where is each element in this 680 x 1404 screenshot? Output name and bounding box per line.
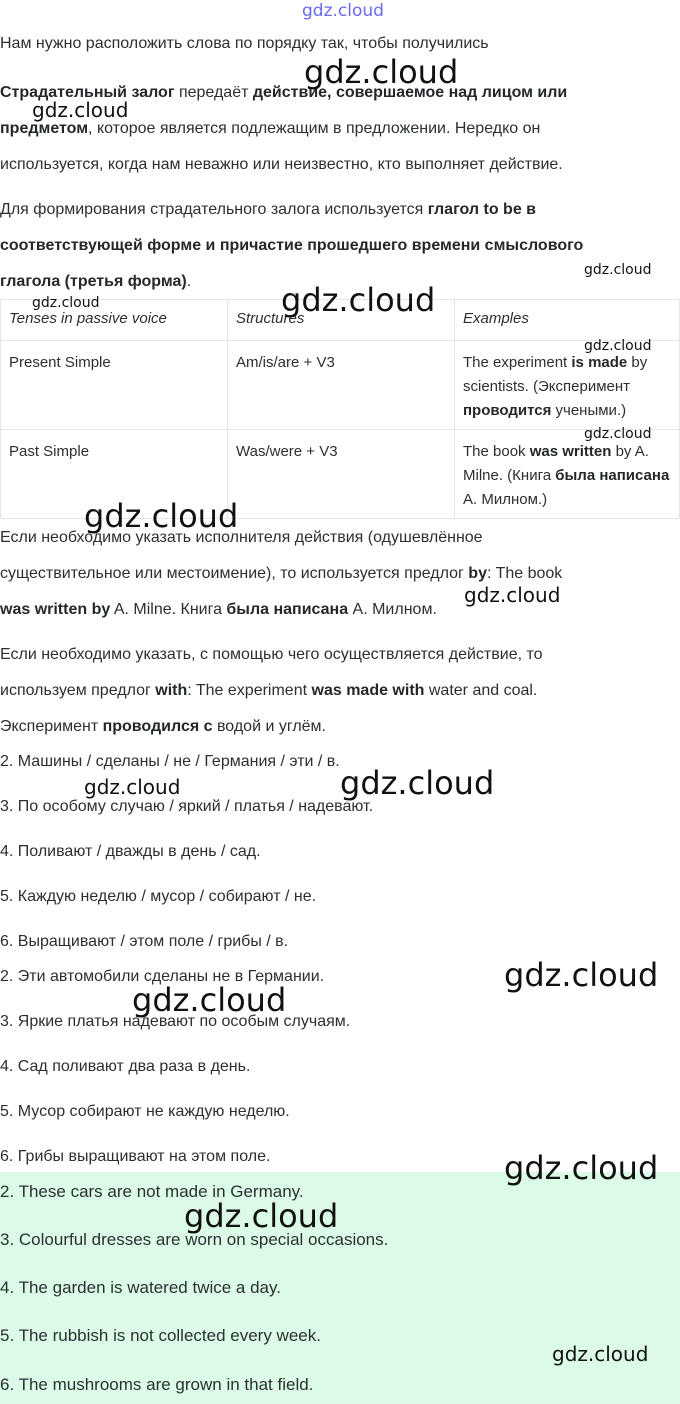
- table-row: [1, 341, 680, 430]
- watermark: gdz.cloud: [32, 295, 100, 311]
- task-item: 3. По особому случаю / яркий / платья / надевают.: [0, 798, 374, 815]
- cell-tense: Present Simple: [1, 341, 228, 430]
- task-item: 2. Машины / сделаны / не / Германия / эти / в.: [0, 753, 340, 770]
- rule3-line2: существительное или местоимение), то используется предлог by: The book: [0, 565, 563, 582]
- rule3-line1: Если необходимо указать исполнителя действия (одушевлённое: [0, 529, 483, 546]
- rule4-line2: используем предлог with: The experiment was made with water and coal.: [0, 682, 538, 699]
- rule3-line3: was written by A. Milne. Книга была написана А. Милном.: [0, 601, 437, 618]
- watermark: gdz.cloud: [304, 53, 459, 91]
- cell-tense: Past Simple: [1, 430, 228, 519]
- translation-item: 2. Эти автомобили сделаны не в Германии.: [0, 968, 325, 985]
- passive-voice-table: [0, 299, 680, 519]
- watermark: gdz.cloud: [504, 1149, 659, 1187]
- watermark: gdz.cloud: [464, 583, 561, 607]
- rule2-line1: Для формирования страдательного залога используется глагол to be в: [0, 201, 536, 218]
- rule2-line2: соответствующей форме и причастие прошедшего времени смыслового: [0, 237, 584, 254]
- rule4-line1: Если необходимо указать, с помощью чего осуществляется действие, то: [0, 646, 543, 663]
- watermark: gdz.cloud: [184, 1197, 339, 1235]
- watermark: gdz.cloud: [504, 956, 659, 994]
- watermark: gdz.cloud: [84, 775, 181, 799]
- cell-example: The experiment is made by scientists. (Эксперимент проводится учеными.): [455, 341, 680, 430]
- answer-item: 5. The rubbish is not collected every week.: [0, 1326, 321, 1345]
- rule2-line3: глагола (третья форма).: [0, 273, 192, 290]
- cell-structure: Am/is/are + V3: [228, 341, 455, 430]
- watermark: gdz.cloud: [552, 1342, 649, 1366]
- watermark: gdz.cloud: [340, 764, 495, 802]
- watermark: gdz.cloud: [84, 497, 239, 535]
- watermark: gdz.cloud: [32, 98, 129, 122]
- header-structures: Structures: [228, 300, 455, 341]
- watermark: gdz.cloud: [584, 426, 652, 442]
- rule1-line1: Страдательный залог передаёт действие, совершаемое над лицом или: [0, 84, 568, 101]
- watermark: gdz.cloud: [132, 981, 287, 1019]
- watermark: gdz.cloud: [584, 262, 652, 278]
- translation-item: 6. Грибы выращивают на этом поле.: [0, 1148, 271, 1165]
- task-item: 4. Поливают / дважды в день / сад.: [0, 843, 261, 860]
- cell-example: The book was written by A. Milne. (Книга была написана А. Милном.): [455, 430, 680, 519]
- watermark: gdz.cloud: [584, 338, 652, 354]
- translation-item: 3. Яркие платья надевают по особым случаям.: [0, 1013, 351, 1030]
- translation-item: 4. Сад поливают два раза в день.: [0, 1058, 251, 1075]
- intro-text: Нам нужно расположить слова по порядку так, чтобы получились: [0, 35, 489, 52]
- answer-item: 4. The garden is watered twice a day.: [0, 1278, 281, 1297]
- header-examples: Examples: [455, 300, 680, 341]
- answer-item: 2. These cars are not made in Germany.: [0, 1182, 304, 1201]
- rule1-line2: предметом, которое является подлежащим в предложении. Нередко он: [0, 120, 541, 137]
- watermark: gdz.cloud: [281, 281, 436, 319]
- translation-item: 5. Мусор собирают не каждую неделю.: [0, 1103, 290, 1120]
- rule4-line3: Эксперимент проводился с водой и углём.: [0, 718, 326, 735]
- task-item: 6. Выращивают / этом поле / грибы / в.: [0, 933, 289, 950]
- task-item: 5. Каждую неделю / мусор / собирают / не.: [0, 888, 317, 905]
- header-tenses: Tenses in passive voice: [1, 300, 228, 341]
- cell-structure: Was/were + V3: [228, 430, 455, 519]
- answer-item: 3. Colourful dresses are worn on special occasions.: [0, 1230, 389, 1249]
- site-logo[interactable]: gdz.cloud: [302, 1, 384, 21]
- answer-item: 6. The mushrooms are grown in that field.: [0, 1375, 314, 1394]
- rule1-line3: используется, когда нам неважно или неизвестно, кто выполняет действие.: [0, 156, 563, 173]
